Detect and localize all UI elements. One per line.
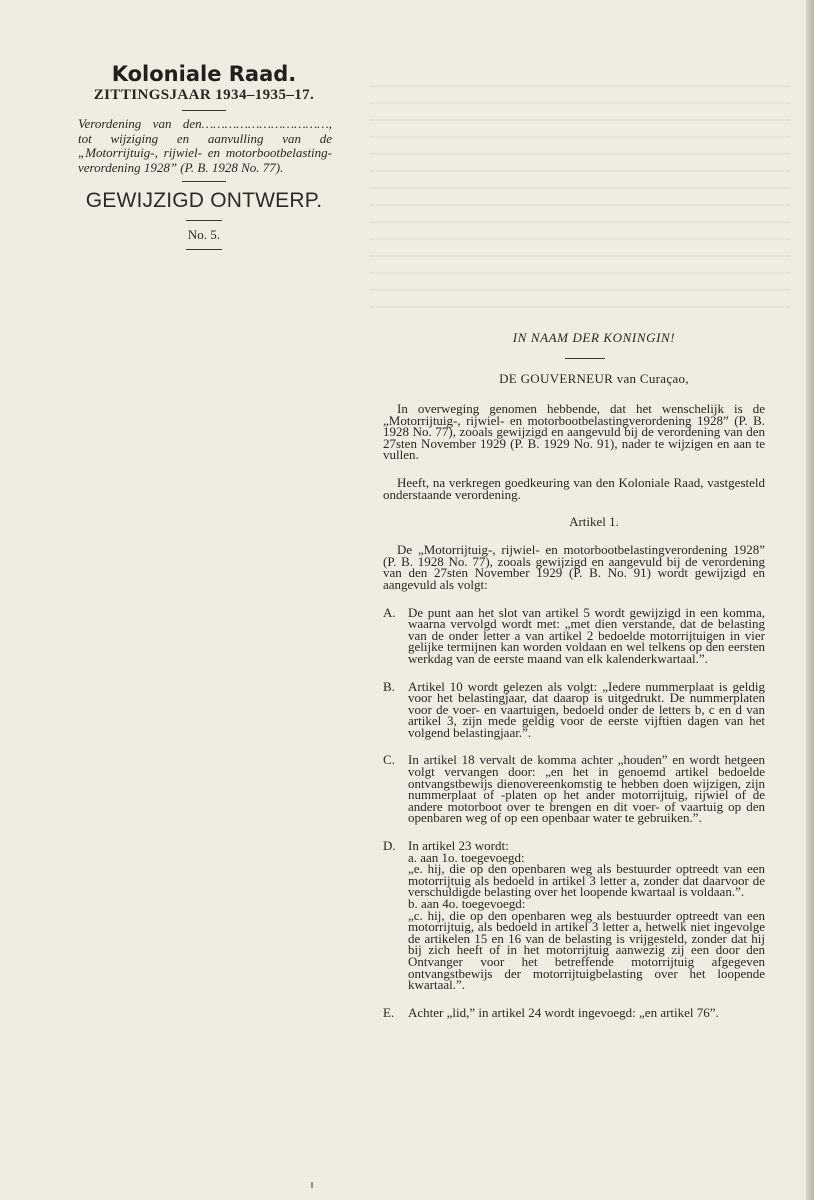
divider: [182, 110, 226, 111]
item-text: In artikel 23 wordt:: [408, 838, 509, 854]
item-text: Achter „lid,” in artikel 24 wordt ingevoegd: „en artikel 76”.: [408, 1004, 719, 1020]
sub-item: b. aan 4o. toegevoegd:: [408, 896, 526, 911]
item-letter: A.: [383, 604, 396, 620]
sub-item: „c. hij, die op den openbaren weg als bestuurder optreedt van een motorrijtuig, als bedoeld in artikel 3 letter a, hetwelk niet ingevolge de artikelen 15 en 16 van de belasting is vrijgesteld, zonder dat hij bij zich heeft of in het motorrijtuig aanwezig zij een door den Ontvanger voor het betreffende motorrijtuig afgegeven ontvangstbewijs der motorrijtuigbelasting over het loopende kwartaal.”.: [408, 907, 765, 993]
list-item: [383, 1004, 765, 1020]
divider: [186, 249, 222, 250]
item-letter: C.: [383, 752, 395, 768]
bleed-through-text: [370, 85, 790, 320]
article-intro: De „Motorrijtuig-, rijwiel- en motorbootbelastingverordening 1928” (P. B. 1928 No. 77), zooals gewijzigd en aangevuld bij de verordening van den 27sten November 1929 (P. B. No. 91) wordt gewijzigd en aangevuld als volgt:: [383, 542, 765, 592]
list-item: [383, 840, 765, 991]
divider: [565, 358, 605, 359]
body-text: [383, 330, 765, 1018]
council-title: Koloniale Raad.: [111, 62, 297, 86]
page-edge-shadow: [806, 0, 814, 1200]
amended-draft-heading: GEWIJZIGD ONTWERP.: [85, 189, 323, 212]
article-heading: Artikel 1.: [569, 514, 619, 530]
item-text: De punt aan het slot van artikel 5 wordt gewijzigd in een komma, waarna vervolgd wordt met: „met dien verstande, dat de belasting van de onder letter a van artikel 2 bedoelde motorrijtuigen in vier gelijke termijnen kan worden voldaan en wel telkens op den eersten werkdag van de eerste maand van elk kalenderkwartaal.”.: [408, 604, 765, 666]
item-letter: D.: [383, 838, 396, 854]
session-year: ZITTINGSJAAR 1934–1935–17.: [93, 87, 315, 103]
preamble-paragraph: In overweging genomen hebbende, dat het wenschelijk is de „Motorrijtuig-, rijwiel- en motorbootbelastingverordening 1928” (P. B. 1928 No. 77), zooals gewijzigd en aangevuld bij de verordening van den 27sten November 1929 (P. B. 1929 No. 91), nader te wijzigen en aan te vullen.: [383, 401, 765, 463]
page-mark: [311, 1182, 313, 1188]
item-text: Artikel 10 wordt gelezen als volgt: „Iedere nummerplaat is geldig voor het belastingjaar, dat daarop is uitgedrukt. De nummerplaten voor de voer- en vaartuigen, bedoeld onder de letters b, c en d van artikel 3, zijn mede geldig voor de eerste vijftien dagen van het volgend belastingjaar.”.: [408, 678, 765, 740]
list-item: [383, 604, 765, 666]
item-letter: B.: [383, 678, 395, 694]
ordinance-title: Verordening van den……………………………, tot wijziging en aanvulling van de „Motorrijtuig-, rijwiel- en motorbootbelasting-verordening 1928” (P. B. 1928 No. 77).: [78, 116, 332, 175]
item-text: In artikel 18 vervalt de komma achter „houden” en wordt hetgeen volgt vervangen door: „en het in genoemd artikel bedoelde ontvangstbewijs dienovereenkomstig te hebben doen wijzigen, zijn nummerplaat of -platen op het ander motorrijtuig, rijwiel of de andere motorboot over te brengen en dit voer- of vaartuig op den openbaren weg of op een openbaar water te gebruiken.”.: [408, 752, 765, 826]
list-item: [383, 754, 765, 824]
list-item: [383, 678, 765, 740]
divider: [186, 220, 222, 221]
divider: [182, 181, 226, 182]
sub-item: a. aan 1o. toegevoegd:: [408, 849, 525, 865]
header-block: [70, 62, 338, 256]
governor-line: DE GOUVERNEUR van Curaçao,: [499, 371, 689, 386]
invocation: IN NAAM DER KONINGIN!: [512, 330, 676, 345]
sub-item: „e. hij, die op den openbaren weg als bestuurder optreedt van een motorrijtuig als bedoeld in artikel 3 letter a, zonder dat daarvoor de verschuldigde belasting over het loopende kwartaal is voldaan.”.: [408, 861, 765, 900]
preamble-paragraph: Heeft, na verkregen goedkeuring van den Koloniale Raad, vastgesteld onderstaande verordening.: [383, 474, 765, 502]
item-letter: E.: [383, 1004, 395, 1020]
document-number: No. 5.: [187, 227, 221, 242]
